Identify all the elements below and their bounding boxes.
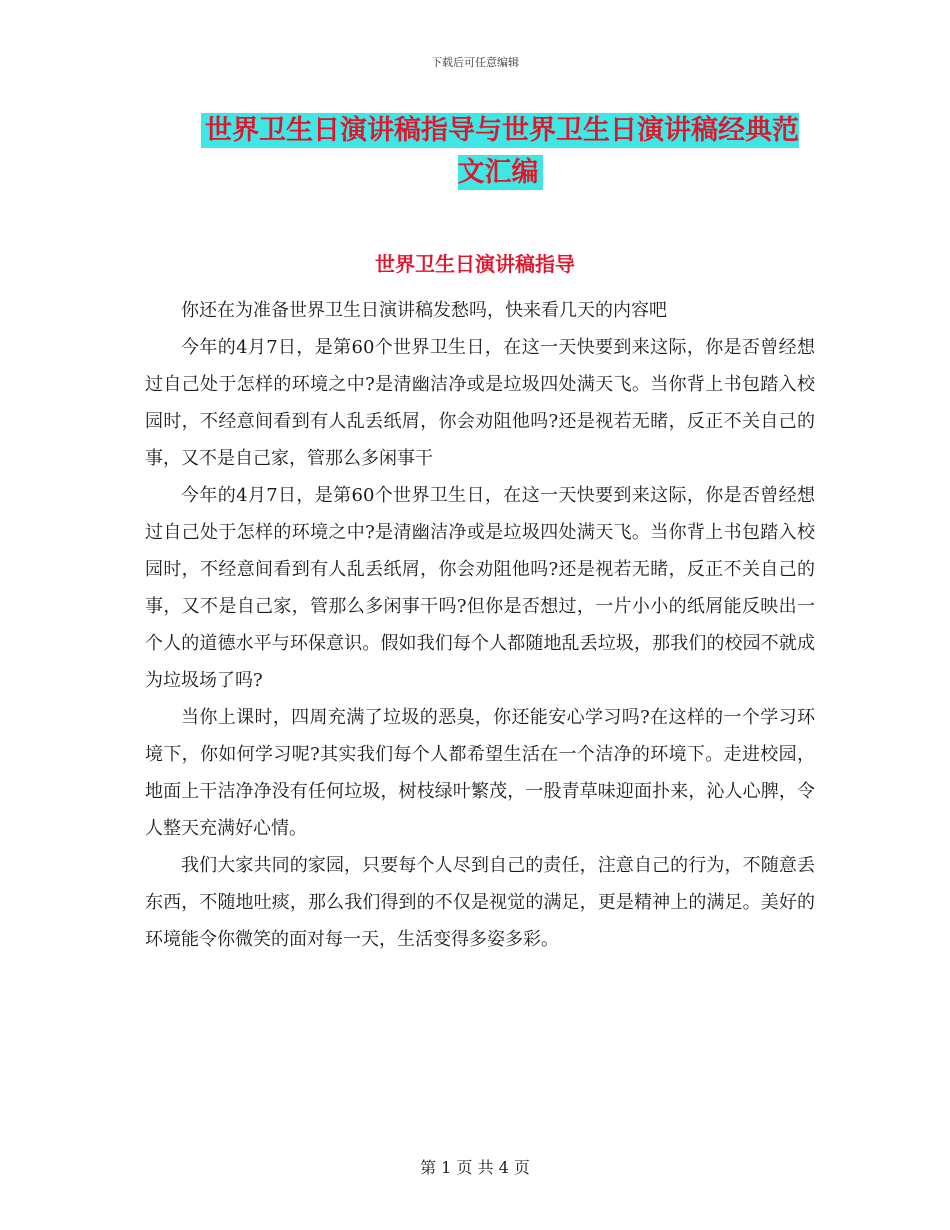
paragraph: 你还在为准备世界卫生日演讲稿发愁吗，快来看几天的内容吧 (181, 300, 667, 321)
header-note: 下载后可任意编辑 (431, 56, 519, 69)
page-footer: 第 1 页 共 4 页 (420, 1158, 530, 1177)
paragraph: 今年的4月7日，是第60个世界卫生日，在这一天快要到来这际，你是否曾经想过自己处于怎样的环境之中?是清幽洁净或是垃圾四处满天飞。当你背上书包踏入校园时，不经意间看到有人乱丢纸屑，你会劝阻他吗?还是视若无睹，反正不关自己的事，又不是自己家，管那么多闲事干吗?但你是否想过，一片小小的纸屑能反映出一个人的道德水平与环保意识。假如我们每个人都随地乱丢垃圾，那我们的校园不就成为垃圾场了吗? (145, 485, 815, 691)
document-body (145, 292, 815, 958)
paragraph: 当你上课时，四周充满了垃圾的恶臭，你还能安心学习吗?在这样的一个学习环境下，你如何学习呢?其实我们每个人都希望生活在一个洁净的环境下。走进校园，地面上干洁净净没有任何垃圾，树枝绿叶繁茂，一股青草味迎面扑来，沁人心脾，令人整天充满好心情。 (145, 707, 815, 839)
paragraph: 我们大家共同的家园，只要每个人尽到自己的责任，注意自己的行为，不随意丢东西，不随地吐痰，那么我们得到的不仅是视觉的满足，更是精神上的满足。美好的环境能令你微笑的面对每一天，生活变得多姿多彩。 (145, 855, 815, 950)
section-title: 世界卫生日演讲稿指导 (375, 252, 575, 276)
document-title-text: 世界卫生日演讲稿指导与世界卫生日演讲稿经典范文汇编 (201, 113, 799, 190)
paragraph: 今年的4月7日，是第60个世界卫生日，在这一天快要到来这际，你是否曾经想过自己处于怎样的环境之中?是清幽洁净或是垃圾四处满天飞。当你背上书包踏入校园时，不经意间看到有人乱丢纸屑，你会劝阻他吗?还是视若无睹，反正不关自己的事，又不是自己家，管那么多闲事干 (145, 337, 815, 469)
document-title (190, 110, 810, 194)
